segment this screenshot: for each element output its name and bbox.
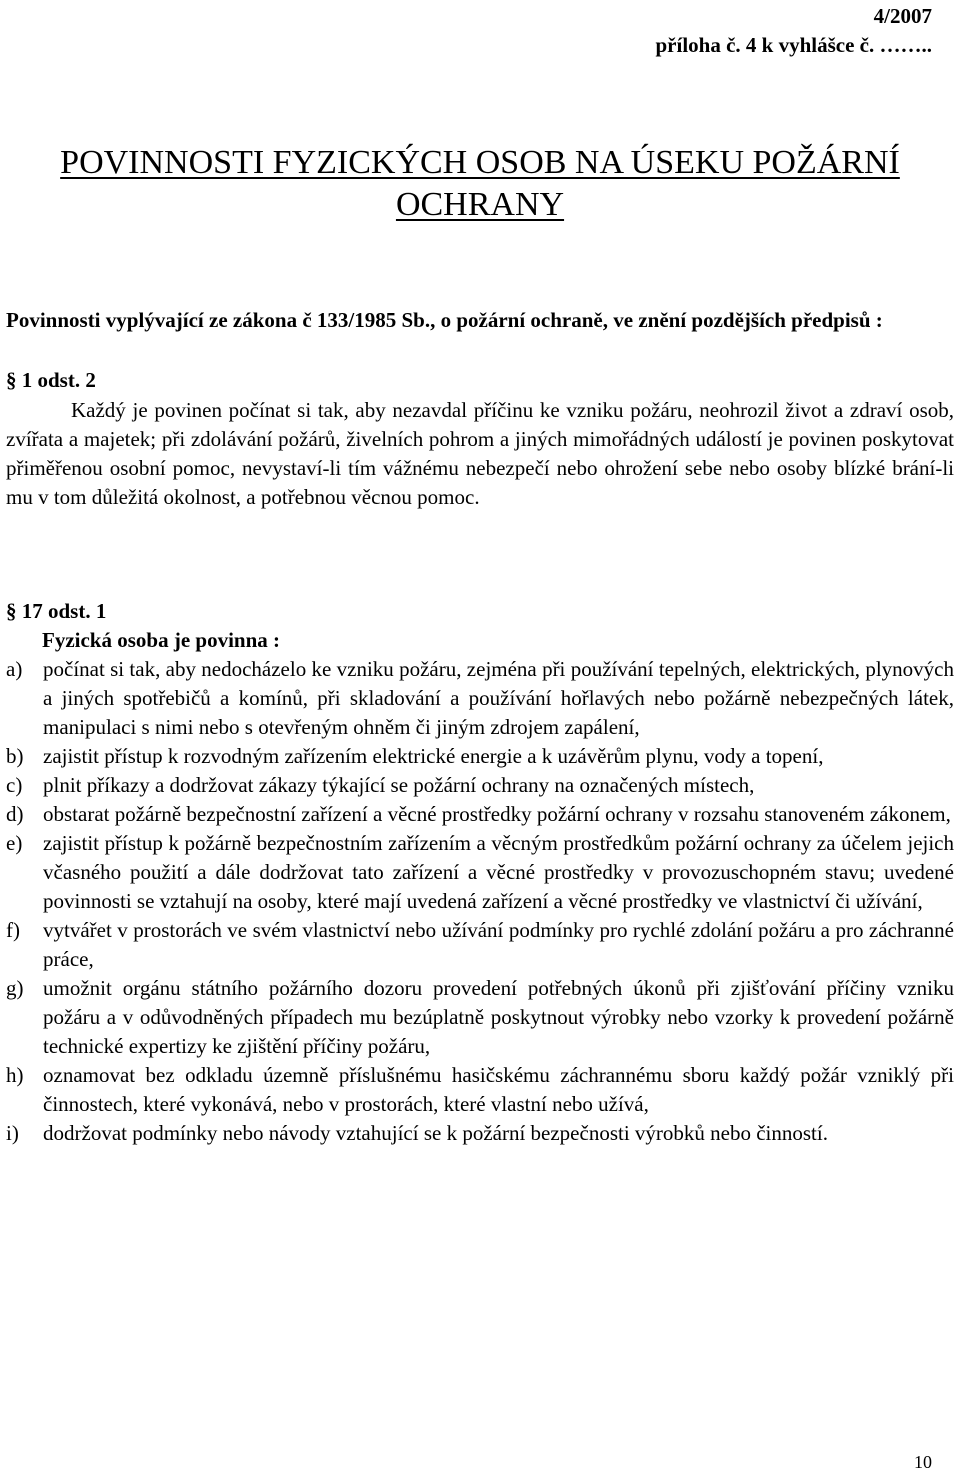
list-letter: a) [6,657,23,681]
list-letter: e) [6,831,23,855]
list-item-text: zajistit přístup k rozvodným zařízením elektrické energie a k uzávěrům plynu, vody a topení, [43,744,824,768]
document-subtitle: Povinnosti vyplývající ze zákona č 133/1985 Sb., o požární ochraně, ve znění pozdějších předpisů : [6,308,883,332]
list-item-f [6,916,954,974]
list-item-i [6,1119,954,1148]
document-header [656,2,933,60]
list-letter: c) [6,773,23,797]
list-item-d [6,800,954,829]
list-item-text: vytvářet v prostorách ve svém vlastnictví nebo užívání podmínky pro rychlé zdolání požáru a pro záchranné práce, [43,918,954,971]
list-item-g [6,974,954,1061]
list-item-text: dodržovat podmínky nebo návody vztahující se k požární bezpečnosti výrobků nebo činností. [43,1121,828,1145]
list-item-text: počínat si tak, aby nedocházelo ke vzniku požáru, zejména při používání tepelných, elektrických, plynových a jiných spotřebičů a komínů, při skladování a používání hořlavých nebo požárně nebezpečných látek, manipulaci s nimi nebo s otevřeným ohněm či jiným zdrojem zapálení, [43,657,954,739]
list-item-text: umožnit orgánu státního požárního dozoru provedení potřebných úkonů při zjišťování příčiny vzniku požáru a v odůvodněných případech mu bezúplatně poskytnout výrobky nebo vzorky k provedení požárně technické expertizy ke zjištění příčiny požáru, [43,976,954,1058]
section-heading-17-1: § 17 odst. 1 [6,599,107,623]
list-letter: d) [6,802,24,826]
obligations-list [6,655,954,1148]
list-item-text: obstarat požárně bezpečnostní zařízení a věcné prostředky požární ochrany v rozsahu stanoveném zákonem, [43,802,951,826]
list-letter: h) [6,1063,24,1087]
list-letter: g) [6,976,24,1000]
section-text-1-2: Každý je povinen počínat si tak, aby nezavdal příčinu ke vzniku požáru, neohrozil život a zdraví osob, zvířata a majetek; při zdolávání požárů, živelních pohrom a jiných mimořádných událostí je povinen poskytovat přiměřenou osobní pomoc, nevystaví-li tím vážnému nebezpečí nebo ohrožení sebe nebo osoby blízké brání-li mu v tom důležitá okolnost, a potřebnou věcnou pomoc. [6,398,954,509]
list-item-c [6,771,954,800]
list-item-text: oznamovat bez odkladu územně příslušnému hasičskému záchrannému sboru každý požár vzniklý při činnostech, které vykonává, nebo v prostorách, které vlastní nebo užívá, [43,1063,954,1116]
list-item-e [6,829,954,916]
list-item-text: plnit příkazy a dodržovat zákazy týkající se požární ochrany na označených místech, [43,773,755,797]
list-letter: b) [6,744,24,768]
document-title: POVINNOSTI FYZICKÝCH OSOB NA ÚSEKU POŽÁRNÍ OCHRANY [60,144,900,223]
document-year: 4/2007 [873,4,932,28]
page-number: 10 [914,1452,932,1472]
section-lead-text: Fyzická osoba je povinna : [42,628,281,652]
list-item-a [6,655,954,742]
section-heading-1-2: § 1 odst. 2 [6,368,96,392]
list-item-h [6,1061,954,1119]
list-letter: i) [6,1121,19,1145]
list-letter: f) [6,918,20,942]
list-item-b [6,742,954,771]
attachment-label: příloha č. 4 k vyhlášce č. …….. [655,33,932,57]
list-item-text: zajistit přístup k požárně bezpečnostním zařízením a věcným prostředkům požární ochrany za účelem jejich včasného použití a dále dodržovat tato zařízení a věcné prostředky v provozuschopném stavu; uvedené povinnosti se vztahují na osoby, které mají uvedená zařízení a věcné prostředky ve vlastnictví či užívání, [43,831,954,913]
